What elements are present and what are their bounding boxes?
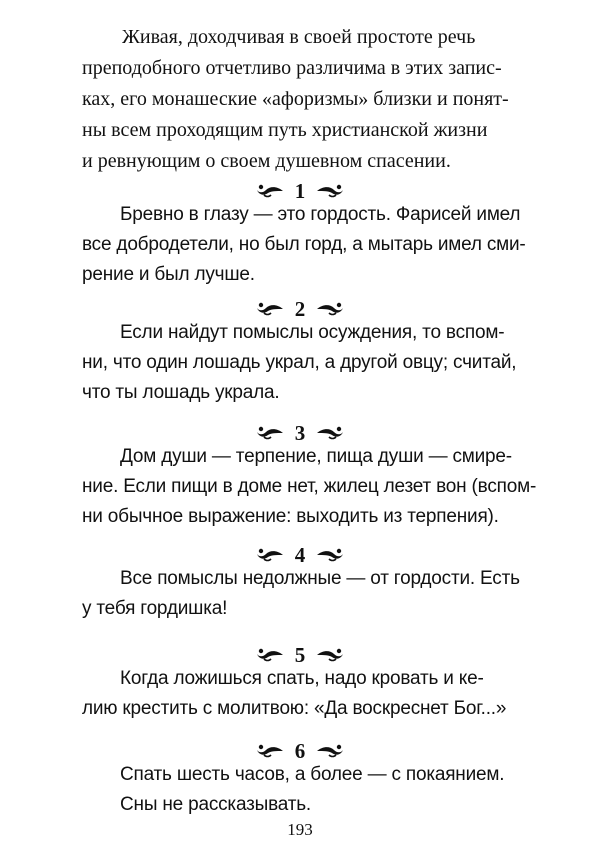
section-text-6 [82, 760, 504, 820]
section-heading-3 [0, 418, 600, 444]
section-heading-6 [0, 736, 600, 762]
text-line: лию крестить с молитвою: «Да воскреснет Бог...» [82, 698, 507, 719]
text-line: все добродетели, но был горд, а мытарь имел сми- [82, 234, 526, 255]
text-line: ни, что один лошадь украл, а другой овцу; считай, [82, 352, 517, 373]
intro-line: Живая, доходчивая в своей простоте речь [122, 26, 476, 48]
section-text-1 [82, 200, 526, 290]
intro-paragraph [82, 22, 522, 177]
section-number: 1 [294, 179, 306, 204]
text-line: Когда ложишься спать, надо кровать и ке- [120, 668, 484, 689]
text-line: ни обычное выражение: выходить из терпения). [82, 506, 499, 527]
page-number: 193 [287, 820, 313, 839]
section-heading-1 [0, 176, 600, 202]
text-line: Все помыслы недолжные — от гордости. Есть [120, 568, 520, 589]
section-number: 2 [294, 297, 306, 322]
text-line: у тебя гордишка! [82, 598, 228, 619]
text-line: Если найдут помыслы осуждения, то вспом- [120, 322, 505, 343]
intro-line: ках, его монашеские «афоризмы» близки и понят- [82, 88, 509, 110]
section-number: 6 [294, 739, 306, 764]
section-heading-2 [0, 294, 600, 320]
section-heading-4 [0, 540, 600, 566]
intro-line: преподобного отчетливо различима в этих запис- [82, 57, 502, 79]
section-number: 5 [294, 643, 306, 668]
section-text-2 [82, 318, 516, 408]
text-line: Бревно в глазу — это гордость. Фарисей имел [120, 204, 521, 225]
text-line: рение и был лучше. [82, 264, 255, 285]
section-number: 3 [294, 421, 306, 446]
text-line: Спать шесть часов, а более — с покаянием. [120, 764, 505, 785]
text-line: ние. Если пищи в доме нет, жилец лезет вон (вспом- [82, 476, 537, 497]
intro-line: и ревнующим о своем душевном спасении. [82, 150, 451, 172]
section-number: 4 [294, 543, 306, 568]
text-line: Дом души — терпение, пища души — смире- [120, 446, 512, 467]
section-heading-5 [0, 640, 600, 666]
section-text-4 [82, 564, 520, 624]
section-text-5 [82, 664, 506, 724]
text-line: Сны не рассказывать. [120, 794, 311, 815]
text-line: что ты лошадь украла. [82, 382, 280, 403]
section-text-3 [82, 442, 536, 532]
intro-line: ны всем проходящим путь христианской жизни [82, 119, 488, 141]
